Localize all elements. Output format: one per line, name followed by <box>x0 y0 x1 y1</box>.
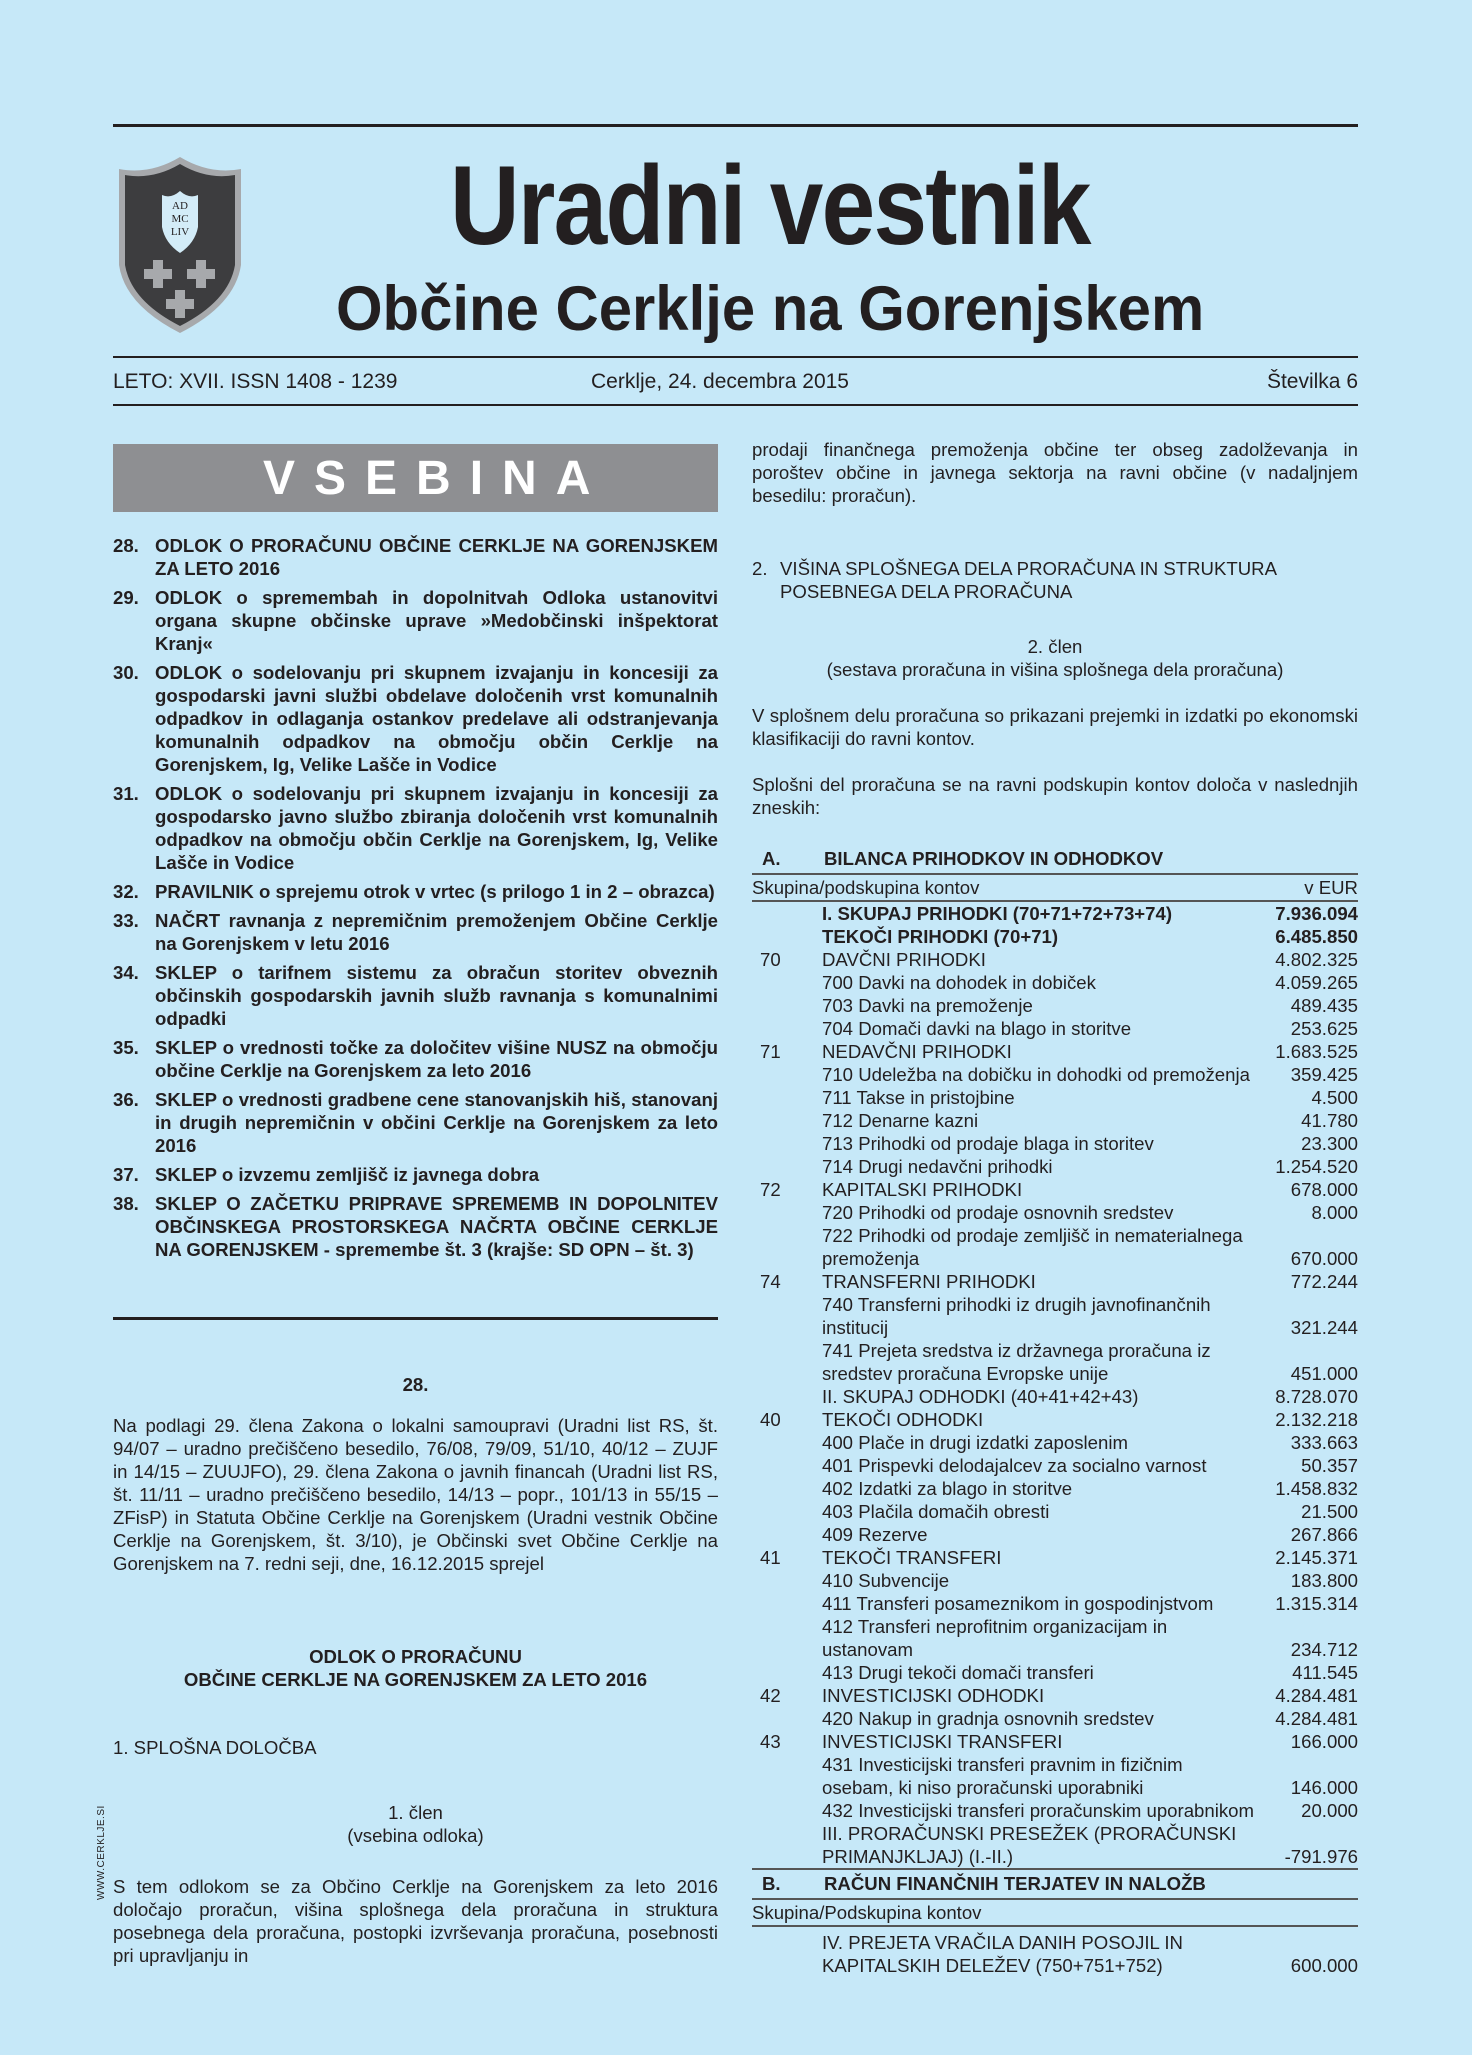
amount-eur: 2.145.371 <box>1275 1547 1358 1568</box>
amount-eur: 4.284.481 <box>1275 1708 1358 1729</box>
amount-eur: 489.435 <box>1290 995 1358 1016</box>
toc-item-number: 37. <box>113 1164 139 1185</box>
toc-item[interactable] <box>113 961 718 1030</box>
toc-item[interactable] <box>113 534 718 580</box>
toc-item[interactable] <box>113 586 718 655</box>
table-a-col-right: v EUR <box>1304 877 1358 898</box>
section-1-heading: 1. SPLOŠNA DOLOČBA <box>113 1737 317 1758</box>
table-a-rule-bottom <box>752 1868 1358 1870</box>
toc-item-number: 32. <box>113 881 139 902</box>
amount-eur: -791.976 <box>1284 1846 1358 1867</box>
table-row <box>752 1822 1358 1868</box>
account-code <box>752 1753 822 1799</box>
account-label: 713 Prihodki od prodaje blaga in storitev <box>822 1133 1154 1154</box>
amount-eur: 600.000 <box>1290 1955 1358 1976</box>
amount-eur: 772.244 <box>1290 1271 1358 1292</box>
crest-text-3: LIV <box>170 226 190 238</box>
crest-text-1: AD <box>172 200 188 212</box>
account-code <box>752 1523 822 1546</box>
account-code: 72 <box>760 1179 781 1200</box>
table-b-title: RAČUN FINANČNIH TERJATEV IN NALOŽB <box>824 1873 1206 1894</box>
account-label: 401 Prispevki delodajalcev za socialno varnost <box>822 1455 1207 1476</box>
amount-eur: 7.936.094 <box>1275 903 1358 924</box>
account-code <box>752 1477 822 1500</box>
account-label: 410 Subvencije <box>822 1570 950 1591</box>
account-code <box>752 1569 822 1592</box>
table-a-heading <box>752 847 1358 873</box>
toc-item-text: SKLEP o tarifnem sistemu za obračun storitev obveznih občinskih gospodarskih javnih služb ravnanja s komunalnimi odpadki <box>155 962 718 1029</box>
table-row <box>752 1500 1358 1523</box>
account-label: II. SKUPAJ ODHODKI (40+41+42+43) <box>822 1386 1139 1407</box>
table-row <box>752 925 1358 948</box>
amount-eur: 321.244 <box>1290 1317 1358 1338</box>
table-row <box>752 1569 1358 1592</box>
amount-eur: 4.284.481 <box>1275 1685 1358 1706</box>
account-code <box>752 1592 822 1615</box>
table-row <box>752 1040 1358 1063</box>
amount-eur: 1.315.314 <box>1275 1593 1358 1614</box>
account-code <box>752 1017 822 1040</box>
toc-item[interactable] <box>113 1036 718 1082</box>
section-divider <box>113 1317 718 1320</box>
account-code <box>752 1454 822 1477</box>
amount-eur: 267.866 <box>1290 1524 1358 1545</box>
account-label: TEKOČI TRANSFERI <box>822 1547 1002 1568</box>
top-rule <box>113 124 1358 127</box>
account-label: 431 Investicijski transferi pravnim in fizičnim osebam, ki niso proračunski uporabniki <box>822 1754 1183 1798</box>
publication-subtitle: Občine Cerklje na Gorenjskem <box>336 274 1205 344</box>
toc-item-text: ODLOK o sodelovanju pri skupnem izvajanju in koncesiji za gospodarski javni službi obdelave določenih vrst komunalnih odpadkov in odlaganja ostankov predelave ali odstranjevanja komunalnih odpadkov na območju občin Cerklje na Gorenjskem, Ig, Velike Lašče in Vodice <box>155 662 718 775</box>
article-number: 28. <box>402 1374 429 1395</box>
toc-item-number: 30. <box>113 662 139 683</box>
table-b <box>752 1931 1358 1977</box>
toc-item[interactable] <box>113 1163 718 1186</box>
amount-eur: 146.000 <box>1290 1777 1358 1798</box>
meta-rule <box>113 404 1358 406</box>
account-code <box>752 1132 822 1155</box>
account-label: INVESTICIJSKI ODHODKI <box>822 1685 1045 1706</box>
amount-eur: 678.000 <box>1290 1179 1358 1200</box>
account-code <box>752 1799 822 1822</box>
toc-item[interactable] <box>113 782 718 874</box>
toc-item-text: ODLOK o sodelovanju pri skupnem izvajanju in koncesiji za gospodarsko javno službo zbiranja določenih vrst komunalnih odpadkov na območju občin Cerklje na Gorenjskem, Ig, Velike Lašče in Vodice <box>155 783 718 873</box>
table-a-letter: A. <box>762 848 781 869</box>
table-row <box>752 1684 1358 1707</box>
table-row <box>752 1086 1358 1109</box>
clen-1-title: 1. člen <box>388 1802 443 1823</box>
clen-2-title: 2. člen <box>1027 636 1083 657</box>
account-code: 41 <box>760 1547 781 1568</box>
toc-item-text: SKLEP o vrednosti gradbene cene stanovanjskih hiš, stanovanj in drugih nepremičnin v občini Cerklje na Gorenjskem za leto 2016 <box>155 1089 718 1156</box>
table-row <box>752 1931 1358 1977</box>
section-2-heading <box>752 557 1358 603</box>
account-label: 400 Plače in drugi izdatki zaposlenim <box>822 1432 1128 1453</box>
amount-eur: 166.000 <box>1290 1731 1358 1752</box>
table-b-heading <box>752 1872 1358 1898</box>
crest-text-2: MC <box>171 213 189 225</box>
table-row <box>752 1132 1358 1155</box>
amount-eur: 183.800 <box>1290 1570 1358 1591</box>
document-title-line1: ODLOK O PRORAČUNU <box>309 1646 522 1667</box>
account-label: 710 Udeležba na dobičku in dohodki od premoženja <box>822 1064 1250 1085</box>
amount-eur: 4.500 <box>1311 1087 1358 1108</box>
amount-eur: 41.780 <box>1301 1110 1358 1131</box>
table-row <box>752 1615 1358 1661</box>
amount-eur: 4.059.265 <box>1275 972 1358 993</box>
account-label: III. PRORAČUNSKI PRESEŽEK (PRORAČUNSKI PRIMANJKLJAJ) (I.-II.) <box>822 1823 1237 1867</box>
table-row <box>752 1063 1358 1086</box>
account-label: 402 Izdatki za blago in storitve <box>822 1478 1073 1499</box>
account-code: 70 <box>760 949 781 970</box>
account-code <box>752 1822 822 1868</box>
toc-item-number: 36. <box>113 1089 139 1110</box>
clen-1-subtitle: (vsebina odloka) <box>347 1825 484 1846</box>
table-row <box>752 971 1358 994</box>
toc-item[interactable] <box>113 909 718 955</box>
account-code <box>752 1500 822 1523</box>
amount-eur: 23.300 <box>1301 1133 1358 1154</box>
paragraph-2: Splošni del proračuna se na ravni podskupin kontov določa v naslednjih zneskih: <box>752 774 1358 818</box>
toc-item[interactable] <box>113 1192 718 1261</box>
account-label: 720 Prihodki od prodaje osnovnih sredstev <box>822 1202 1174 1223</box>
section-2-title: VIŠINA SPLOŠNEGA DELA PRORAČUNA IN STRUKTURA POSEBNEGA DELA PRORAČUNA <box>780 558 1276 602</box>
account-label: TEKOČI PRIHODKI (70+71) <box>822 926 1059 947</box>
account-code <box>752 925 822 948</box>
publication-title: Uradni vestnik <box>450 143 1090 268</box>
table-row <box>752 948 1358 971</box>
account-label: 432 Investicijski transferi proračunskim uporabnikom <box>822 1800 1254 1821</box>
issue-date: Cerklje, 24. decembra 2015 <box>591 370 849 393</box>
account-code: 42 <box>760 1685 781 1706</box>
table-b-rule-mid <box>752 1925 1358 1927</box>
account-label: INVESTICIJSKI TRANSFERI <box>822 1731 1063 1752</box>
table-row <box>752 1477 1358 1500</box>
clen-2-subtitle: (sestava proračuna in višina splošnega dela proračuna) <box>826 659 1284 680</box>
continued-text: prodaji finančnega premoženja občine ter obseg zadolževanja in poroštev občine in javnega sektorja na ravni občine (v nadaljnjem besedilu: proračun). <box>752 439 1358 506</box>
amount-eur: 8.000 <box>1311 1202 1358 1223</box>
account-label: 704 Domači davki na blago in storitve <box>822 1018 1132 1039</box>
amount-eur: 1.254.520 <box>1275 1156 1358 1177</box>
table-row <box>752 1408 1358 1431</box>
account-code: 74 <box>760 1271 781 1292</box>
website-url: WWW.CERKLJE.SI <box>96 1805 107 1900</box>
account-code <box>752 1155 822 1178</box>
table-row <box>752 1730 1358 1753</box>
table-row <box>752 1523 1358 1546</box>
table-row <box>752 1339 1358 1385</box>
amount-eur: 2.132.218 <box>1275 1409 1358 1430</box>
account-code <box>752 1615 822 1661</box>
account-label: 411 Transferi posameznikom in gospodinjstvom <box>822 1593 1214 1614</box>
amount-eur: 1.458.832 <box>1275 1478 1358 1499</box>
account-label: 409 Rezerve <box>822 1524 928 1545</box>
account-label: 711 Takse in pristojbine <box>822 1087 1015 1108</box>
amount-eur: 8.728.070 <box>1275 1386 1358 1407</box>
account-label: 712 Denarne kazni <box>822 1110 979 1131</box>
account-label: 700 Davki na dohodek in dobiček <box>822 972 1096 993</box>
toc-item-number: 38. <box>113 1193 139 1214</box>
amount-eur: 1.683.525 <box>1275 1041 1358 1062</box>
toc-item[interactable] <box>113 880 718 903</box>
preamble-text: Na podlagi 29. člena Zakona o lokalni samoupravi (Uradni list RS, št. 94/07 – uradno prečiščeno besedilo, 76/08, 79/09, 51/10, 40/12 – ZUJF in 14/15 – ZUUJFO), 29. člena Zakona o javnih financah (Uradni list RS, št. 11/11 – uradno prečiščeno besedilo, 14/13 – popr., 101/13 in 55/15 – ZFisP) in Statuta Občine Cerklje na Gorenjskem (Uradni vestnik Občine Cerklje na Gorenjskem, št. 3/10), je Občinski svet Občine Cerklje na Gorenjskem na 7. redni seji, dne, 16.12.2015 sprejel <box>113 1415 718 1574</box>
account-code <box>752 994 822 1017</box>
issue-number: Številka 6 <box>1266 370 1358 393</box>
amount-eur: 6.485.850 <box>1275 926 1358 947</box>
account-code <box>752 1339 822 1385</box>
table-a <box>752 902 1358 1868</box>
table-row <box>752 1017 1358 1040</box>
account-label: 722 Prihodki od prodaje zemljišč in nematerialnega premoženja <box>822 1225 1243 1269</box>
clen-2 <box>752 635 1358 681</box>
account-code <box>752 1431 822 1454</box>
account-label: DAVČNI PRIHODKI <box>822 949 986 970</box>
toc-item[interactable] <box>113 1088 718 1157</box>
toc-item-number: 34. <box>113 962 139 983</box>
table-row <box>752 1799 1358 1822</box>
table-row <box>752 1293 1358 1339</box>
table-row <box>752 1592 1358 1615</box>
amount-eur: 21.500 <box>1301 1501 1358 1522</box>
document-title <box>113 1645 718 1691</box>
account-code <box>752 1931 822 1977</box>
table-b-col-left: Skupina/Podskupina kontov <box>752 1902 982 1923</box>
account-code <box>752 1707 822 1730</box>
amount-eur: 4.802.325 <box>1275 949 1358 970</box>
account-code <box>752 1201 822 1224</box>
account-code <box>752 902 822 925</box>
account-label: NEDAVČNI PRIHODKI <box>822 1041 1012 1062</box>
table-row <box>752 1661 1358 1684</box>
table-row <box>752 1109 1358 1132</box>
header-rule <box>113 356 1358 358</box>
amount-eur: 234.712 <box>1290 1639 1358 1660</box>
coat-of-arms-icon <box>115 155 245 335</box>
amount-eur: 670.000 <box>1290 1248 1358 1269</box>
account-label: 412 Transferi neprofitnim organizacijam in ustanovam <box>822 1616 1168 1660</box>
toc-item-text: NAČRT ravnanja z nepremičnim premoženjem Občine Cerklje na Gorenjskem v letu 2016 <box>155 910 718 954</box>
account-code <box>752 1661 822 1684</box>
toc-item-number: 29. <box>113 587 139 608</box>
section-2-number: 2. <box>752 558 768 579</box>
toc-item-number: 28. <box>113 535 139 556</box>
toc-item-text: PRAVILNIK o sprejemu otrok v vrtec (s prilogo 1 in 2 – obrazca) <box>155 881 715 902</box>
amount-eur: 451.000 <box>1290 1363 1358 1384</box>
contents-banner: VSEBINA <box>113 444 718 512</box>
table-row <box>752 1270 1358 1293</box>
table-b-letter: B. <box>762 1873 781 1894</box>
table-row <box>752 902 1358 925</box>
table-b-column-header <box>752 1900 1358 1925</box>
issn-info: LETO: XVII. ISSN 1408 - 1239 <box>113 370 398 393</box>
amount-eur: 253.625 <box>1290 1018 1358 1039</box>
amount-eur: 411.545 <box>1292 1662 1358 1683</box>
table-a-col-left: Skupina/podskupina kontov <box>752 877 980 898</box>
toc-item-text: SKLEP o izvzemu zemljišč iz javnega dobra <box>155 1164 540 1185</box>
account-label: KAPITALSKI PRIHODKI <box>822 1179 1023 1200</box>
account-label: TEKOČI ODHODKI <box>822 1409 984 1430</box>
left-column <box>113 444 718 1967</box>
table-row <box>752 1178 1358 1201</box>
account-label: 714 Drugi nedavčni prihodki <box>822 1156 1053 1177</box>
toc-item-text: SKLEP O ZAČETKU PRIPRAVE SPREMEMB IN DOPOLNITEV OBČINSKEGA PROSTORSKEGA NAČRTA OBČINE CERKLJE NA GORENJSKEM - spremembe št. 3 (krajše: SD OPN – št. 3) <box>155 1193 718 1260</box>
toc-item-text: ODLOK o spremembah in dopolnitvah Odloka ustanovitvi organa skupne občinske uprave »Medobčinski inšpektorat Kranj« <box>155 587 718 654</box>
account-code <box>752 1063 822 1086</box>
amount-eur: 50.357 <box>1301 1455 1358 1476</box>
account-code <box>752 1086 822 1109</box>
account-label: 703 Davki na premoženje <box>822 995 1033 1016</box>
table-row <box>752 1224 1358 1270</box>
account-label: 413 Drugi tekoči domači transferi <box>822 1662 1094 1683</box>
account-code <box>752 1385 822 1408</box>
table-row <box>752 1454 1358 1477</box>
toc-item-number: 31. <box>113 783 139 804</box>
table-row <box>752 1707 1358 1730</box>
toc-item-text: ODLOK O PRORAČUNU OBČINE CERKLJE NA GORENJSKEM ZA LETO 2016 <box>155 535 718 579</box>
table-row <box>752 994 1358 1017</box>
table-row <box>752 1431 1358 1454</box>
account-code: 71 <box>760 1041 781 1062</box>
amount-eur: 20.000 <box>1301 1800 1358 1821</box>
account-label: 420 Nakup in gradnja osnovnih sredstev <box>822 1708 1154 1729</box>
amount-eur: 333.663 <box>1290 1432 1358 1453</box>
table-a-title: BILANCA PRIHODKOV IN ODHODKOV <box>824 848 1164 869</box>
toc-item-number: 35. <box>113 1037 139 1058</box>
clen-1 <box>113 1801 718 1847</box>
document-title-line2: OBČINE CERKLJE NA GORENJSKEM ZA LETO 2016 <box>183 1669 648 1690</box>
account-code <box>752 1224 822 1270</box>
account-label: 403 Plačila domačih obresti <box>822 1501 1050 1522</box>
table-of-contents <box>113 534 718 1261</box>
table-row <box>752 1385 1358 1408</box>
table-row <box>752 1201 1358 1224</box>
account-code <box>752 1109 822 1132</box>
toc-item-number: 33. <box>113 910 139 931</box>
account-label: 741 Prejeta sredstva iz državnega proračuna iz sredstev proračuna Evropske unije <box>822 1340 1211 1384</box>
table-row <box>752 1546 1358 1569</box>
paragraph-1: V splošnem delu proračuna so prikazani prejemki in izdatki po ekonomski klasifikaciji do ravni kontov. <box>752 705 1358 749</box>
account-label: I. SKUPAJ PRIHODKI (70+71+72+73+74) <box>822 903 1173 924</box>
right-column <box>752 438 1358 1977</box>
clen-1-text: S tem odlokom se za Občino Cerklje na Gorenjskem za leto 2016 določajo proračun, višina splošnega dela proračuna in struktura posebnega dela proračuna, postopki izvrševanja proračuna, posebnosti pri upravljanju in <box>113 1876 718 1966</box>
account-code: 43 <box>760 1731 781 1752</box>
account-code <box>752 1293 822 1339</box>
toc-item[interactable] <box>113 661 718 776</box>
amount-eur: 359.425 <box>1290 1064 1358 1085</box>
table-a-column-header <box>752 875 1358 900</box>
account-label: 740 Transferni prihodki iz drugih javnofinančnih institucij <box>822 1294 1211 1338</box>
account-code: 40 <box>760 1409 781 1430</box>
toc-item-text: SKLEP o vrednosti točke za določitev višine NUSZ na območju občine Cerklje na Gorenjskem za leto 2016 <box>155 1037 718 1081</box>
account-label: IV. PREJETA VRAČILA DANIH POSOJIL IN KAPITALSKIH DELEŽEV (750+751+752) <box>822 1932 1183 1976</box>
table-row <box>752 1753 1358 1799</box>
account-code <box>752 971 822 994</box>
account-label: TRANSFERNI PRIHODKI <box>822 1271 1036 1292</box>
table-row <box>752 1155 1358 1178</box>
